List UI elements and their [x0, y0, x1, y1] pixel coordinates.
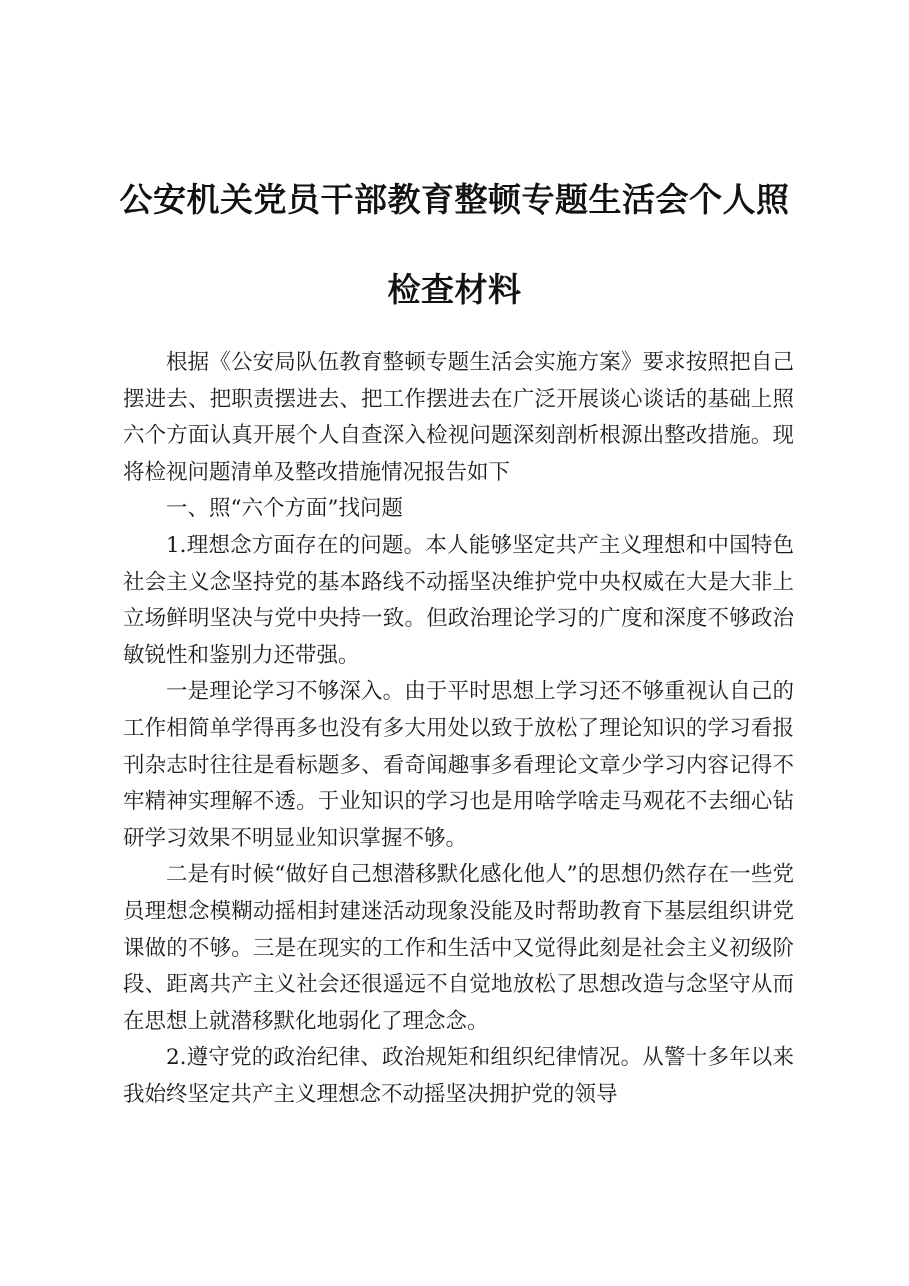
document-title-line-1: 公安机关党员干部教育整顿专题生活会个人照: [119, 180, 790, 219]
paragraph-intro: 根据《公安局队伍教育整顿专题生活会实施方案》要求按照把自己摆进去、把职责摆进去、把工作摆进去在广泛开展谈心谈话的基础上照六个方面认真开展个人自查深入检视问题深刻剖析根源出整改措施。现将检视问题清单及整改措施情况报告如下: [123, 350, 794, 485]
section-heading-1: 一、照“六个方面”找问题: [166, 496, 403, 522]
paragraph-item-1: 1.理想念方面存在的问题。本人能够坚定共产主义理想和中国特色社会主义念坚持党的基本路线不动摇坚决维护党中央权威在大是大非上立场鲜明坚决与党中央持一致。但政治理论学习的广度和深度不够政治敏锐性和鉴别力还带强。: [123, 532, 794, 668]
document-body: [123, 345, 794, 1113]
paragraph-point-2: 二是有时候“做好自己想潜移默化感化他人”的思想仍然存在一些党员理想念模糊动摇相封建迷活动现象没能及时帮助教育下基层组织讲党课做的不够。三是在现实的工作和生活中又觉得此刻是社会主义初级阶段、距离共产主义社会还很遥远不自觉地放松了思想改造与念坚守从而在思想上就潜移默化地弱化了理念念。: [123, 862, 794, 1034]
paragraph-item-2: 2.遵守党的政治纪律、政治规矩和组织纪律情况。从警十多年以来我始终坚定共产主义理想念不动摇坚决拥护党的领导: [123, 1045, 794, 1107]
paragraph-point-1: 一是理论学习不够深入。由于平时思想上学习还不够重视认自己的工作相简单学得再多也没有多大用处以致于放松了理论知识的学习看报刊杂志时往往是看标题多、看奇闻趣事多看理论文章少学习内容记得不牢精神实理解不透。于业知识的学习也是用啥学啥走马观花不去细心钻研学习效果不明显业知识掌握不够。: [123, 679, 794, 851]
document-title-line-2: 检查材料: [387, 270, 522, 309]
